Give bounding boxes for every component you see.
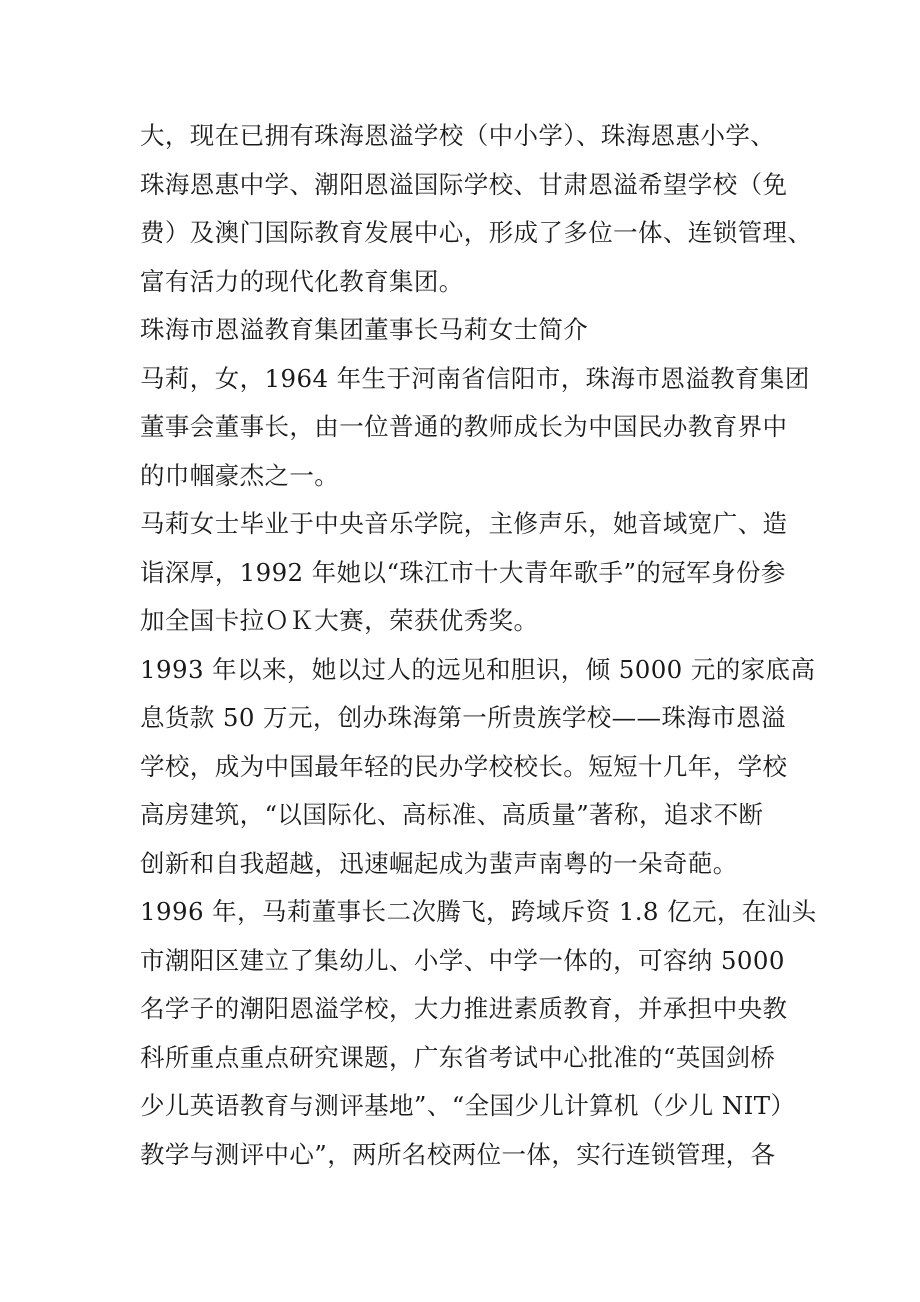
paragraph-1996-expansion — [140, 888, 817, 1179]
text-line: 高房建筑，“以国际化、高标准、高质量”著称，追求不断 — [140, 800, 764, 829]
text-line: 创新和自我超越，迅速崛起成为蜚声南粤的一朵奇葩。 — [140, 848, 738, 878]
document-body — [140, 112, 817, 1179]
text-line: 马莉女士毕业于中央音乐学院，主修声乐，她音域宽广、造 — [140, 509, 788, 538]
paragraph-biography-intro — [140, 355, 810, 501]
section-heading — [140, 306, 785, 355]
text-line: 费）及澳门国际教育发展中心，形成了多位一体、连锁管理、 — [140, 218, 813, 247]
paragraph-1993-founding — [140, 646, 816, 889]
paragraph-school-group — [140, 112, 813, 306]
text-line: 教学与测评中心”，两所名校两位一体，实行连锁管理，各 — [140, 1139, 776, 1169]
text-line: 市潮阳区建立了集幼儿、小学、中学一体的，可容纳 5000 — [140, 945, 785, 975]
text-line: 少儿英语教育与测评基地”、“全国少儿计算机（少儿 NIT） — [140, 1091, 796, 1120]
text-line: 1996 年，马莉董事长二次腾飞，跨域斥资 1.8 亿元，在汕头 — [140, 897, 817, 926]
text-line: 诣深厚，1992 年她以“珠江市十大青年歌手”的冠军身份参 — [140, 557, 786, 587]
text-line: 息货款 50 万元，创办珠海第一所贵族学校——珠海市恩溢 — [140, 703, 786, 732]
text-line: 加全国卡拉ＯＫ大赛，荣获优秀奖。 — [140, 606, 539, 635]
heading-line: 珠海市恩溢教育集团董事长马莉女士简介 — [140, 315, 589, 344]
text-line: 富有活力的现代化教育集团。 — [140, 266, 464, 296]
text-line: 名学子的潮阳恩溢学校，大力推进素质教育，并承担中央教 — [140, 994, 788, 1023]
text-line: 的巾帼豪杰之一。 — [140, 460, 340, 490]
text-line: 董事会董事长，由一位普通的教师成长为中国民办教育界中 — [140, 412, 788, 441]
text-line: 珠海恩惠中学、潮阳恩溢国际学校、甘肃恩溢希望学校（免 — [140, 169, 788, 199]
text-line: 学校，成为中国最年轻的民办学校校长。短短十几年，学校 — [140, 751, 788, 781]
paragraph-music-career — [140, 500, 788, 646]
text-line: 1993 年以来，她以过人的远见和胆识，倾 5000 元的家底高 — [140, 654, 816, 684]
text-line: 马莉，女，1964 年生于河南省信阳市，珠海市恩溢教育集团 — [140, 363, 810, 393]
text-line: 科所重点重点研究课题，广东省考试中心批准的“英国剑桥 — [140, 1042, 776, 1072]
text-line: 大，现在已拥有珠海恩溢学校（中小学）、珠海恩惠小学、 — [140, 121, 776, 150]
